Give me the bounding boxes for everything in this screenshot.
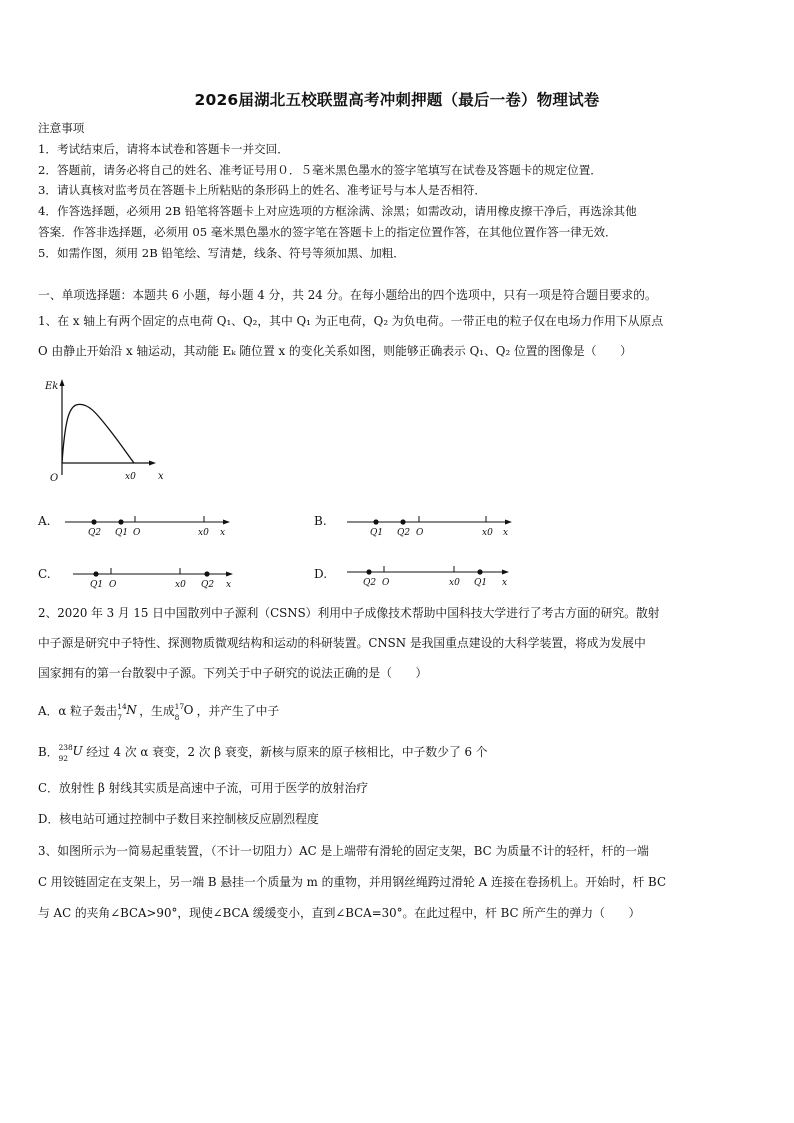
charge-point [366,569,371,574]
ek-x-graph [40,375,170,490]
point-label: Q1 [474,578,488,588]
mass-number: 238 [58,743,73,752]
notice-item: 3．请认真核对监考员在答题卡上所粘贴的条形码上的姓名、准考证号与本人是否相符． [38,183,486,197]
nuclide-n14 [117,702,139,722]
question-1-text: 1、在 x 轴上有两个固定的点电荷 Q₁、Q₂，其中 Q₁ 为正电荷，Q₂ 为负电荷。一带正电的粒子仅在电场力作用下从原点 [38,314,664,328]
notice-item: 2．答题前，请务必将自己的姓名、准考证号用０．５毫米黑色墨水的签字笔填写在试卷及答题卡的规定位置． [38,163,602,177]
element-symbol: O [183,703,194,717]
notice-item: 4．作答选择题，必须用 2B 铅笔将答题卡上对应选项的方框涂满、涂黑；如需改动，请用橡皮擦干净后，再选涂其他 [38,204,637,218]
option-text: 经过 4 次 α 衰变，2 次 β 衰变，新核与原来的原子核相比，中子数少了 6 个 [82,745,488,759]
charge-point [400,519,405,524]
point-label: Q1 [370,528,384,538]
charge-point [373,519,378,524]
notice-item: 答案．作答非选择题，必须用 05 毫米黑色墨水的签字笔在答题卡上的指定位置作答，在其他位置作答一律无效． [38,225,617,239]
atomic-number: 7 [117,713,123,722]
option-a-label[interactable]: A. [38,514,51,528]
option-text: ，并产生了中子 [196,704,280,718]
charge-point [118,519,123,524]
point-label: Q1 [115,528,129,538]
notice-item: 1．考试结束后，请将本试卷和答题卡一并交回． [38,142,289,156]
option-c-axis[interactable] [68,562,248,592]
point-label: Q1 [90,580,104,590]
point-label: O [382,578,390,588]
x-axis-arrow [149,461,156,466]
question-2-text: 中子源是研究中子特性、探测物质微观结构和运动的科研装置。CNSN 是我国重点建设的大科学装置，将成为发展中 [38,636,646,650]
element-symbol: N [126,703,137,717]
point-label: Q2 [397,528,411,538]
question-3-text: 与 AC 的夹角∠BCA>90°，现使∠BCA 缓缓变小，直到∠BCA=30°。在此过程中，杆 BC 所产生的弹力（ ） [38,906,641,920]
question-2-text: 国家拥有的第一台散裂中子源。下列关于中子研究的说法正确的是（ ） [38,666,428,680]
question-2-option-a[interactable] [38,702,760,722]
question-2-option-d[interactable]: D．核电站可通过控制中子数目来控制核反应剧烈程度 [38,812,319,826]
atomic-number: 8 [174,713,180,722]
charge-point [91,519,96,524]
option-c-label[interactable]: C. [38,567,51,581]
point-label: x0 [449,578,460,588]
y-axis-arrow [60,379,65,386]
x0-label: x0 [125,472,136,482]
question-3-text: 3、如图所示为一简易起重装置，（不计一切阻力）AC 是上端带有滑轮的固定支架，BC 为质量不计的轻杆，杆的一端 [38,844,649,858]
mass-number: 14 [117,702,127,711]
notice-heading: 注意事项 [38,121,85,135]
y-axis-label: Ek [45,381,59,392]
charge-point [204,571,209,576]
charge-point [477,569,482,574]
point-label: x0 [175,580,186,590]
element-symbol: U [72,744,83,758]
option-b-label[interactable]: B. [314,514,327,528]
point-label: x0 [198,528,209,538]
point-label: O [416,528,424,538]
point-label: x [226,580,232,590]
question-2-option-b[interactable] [38,743,760,763]
notice-item: 5．如需作图，须用 2B 铅笔绘、写清楚，线条、符号等须加黑、加粗． [38,246,405,260]
option-d-label[interactable]: D. [314,567,328,581]
point-label: x0 [482,528,493,538]
question-1-text: O 由静止开始沿 x 轴运动，其动能 Eₖ 随位置 x 的变化关系如图，则能够正确表示 Q₁、Q₂ 位置的图像是（ ） [38,344,632,358]
option-text: A．α 粒子轰击 [38,704,118,718]
point-label: O [133,528,141,538]
x-axis-label: x [158,471,164,482]
section-heading: 一、单项选择题：本题共 6 小题，每小题 4 分，共 24 分。在每小题给出的四个选项中，只有一项是符合题目要求的。 [38,288,657,302]
option-text: ，生成 [139,704,175,718]
point-label: x [502,578,508,588]
nuclide-u238 [58,743,83,763]
point-label: Q2 [201,580,215,590]
option-text: B． [38,745,59,759]
charge-point [93,571,98,576]
nuclide-o17 [174,702,197,722]
origin-label: O [50,473,59,484]
point-label: Q2 [88,528,102,538]
option-b-axis[interactable] [342,510,522,540]
point-label: x [220,528,226,538]
question-2-text: 2、2020 年 3 月 15 日中国散列中子源利（CSNS）利用中子成像技术帮助中国科技大学进行了考古方面的研究。散射 [38,606,660,620]
option-d-axis[interactable] [342,560,522,590]
point-label: O [109,580,117,590]
atomic-number: 92 [58,754,69,763]
question-2-option-c[interactable]: C．放射性 β 射线其实质是高速中子流，可用于医学的放射治疗 [38,781,369,795]
option-a-axis[interactable] [60,510,240,540]
point-label: Q2 [363,578,377,588]
question-3-text: C 用铰链固定在支架上，另一端 B 悬挂一个质量为 m 的重物，并用钢丝绳跨过滑轮 A 连接在卷扬机上。开始时，杆 BC [38,875,666,889]
point-label: x [503,528,509,538]
ek-curve [62,404,134,463]
mass-number: 17 [174,702,185,711]
page-title: 2026届湖北五校联盟高考冲刺押题（最后一卷）物理试卷 [194,91,600,109]
